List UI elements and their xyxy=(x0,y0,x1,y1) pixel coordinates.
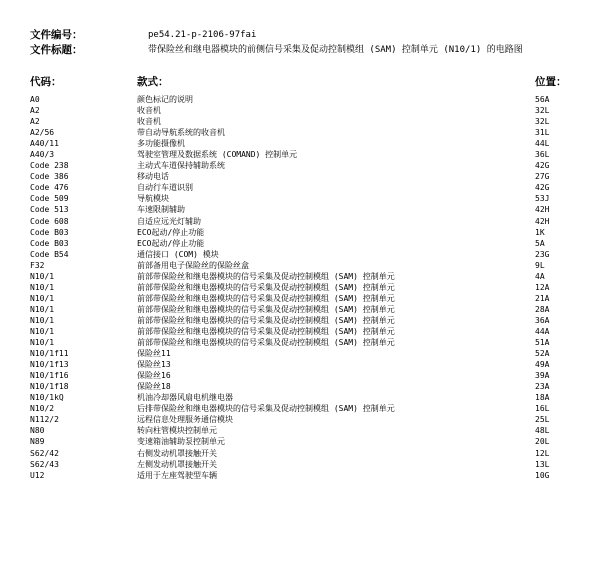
table-row xyxy=(30,204,590,215)
row-code: Code 238 xyxy=(30,161,69,171)
row-pos: 42G xyxy=(535,183,550,193)
table-row xyxy=(30,160,590,171)
table-row xyxy=(30,470,590,481)
table-row xyxy=(30,182,590,193)
table-row xyxy=(30,304,590,315)
row-code: A2/56 xyxy=(30,128,55,138)
row-desc: 远程信息处理服务通信模块 xyxy=(137,415,233,425)
row-desc: 前部带保险丝和继电器模块的信号采集及促动控制模组 (SAM) 控制单元 xyxy=(137,271,395,281)
row-pos: 20L xyxy=(535,437,550,447)
row-code: N89 xyxy=(30,437,45,447)
row-code: U12 xyxy=(30,470,45,480)
table-row xyxy=(30,260,590,271)
row-code: Code 386 xyxy=(30,172,69,182)
row-code: N10/1 xyxy=(30,293,55,303)
row-desc: 主动式车道保持辅助系统 xyxy=(137,161,225,171)
row-code: N10/1f11 xyxy=(30,349,69,359)
table-row xyxy=(30,138,590,149)
table-row xyxy=(30,370,590,381)
row-pos: 16L xyxy=(535,404,550,414)
row-code: Code 509 xyxy=(30,194,69,204)
row-code: N10/1 xyxy=(30,326,55,336)
doc-number-value: pe54.21-p-2106-97fai xyxy=(148,30,257,40)
row-pos: 23G xyxy=(535,249,550,259)
row-code: N10/1f18 xyxy=(30,382,69,392)
table-row xyxy=(30,459,590,470)
row-code: A0 xyxy=(30,95,40,104)
row-desc: 右侧发动机罩接触开关 xyxy=(137,448,217,458)
row-desc: 通信接口 (COM) 模块 xyxy=(137,249,219,259)
table-row xyxy=(30,127,590,138)
row-pos: 32L xyxy=(535,117,550,127)
row-code: N112/2 xyxy=(30,415,59,425)
row-desc: 前部带保险丝和继电器模块的信号采集及促动控制模组 (SAM) 控制单元 xyxy=(137,293,395,303)
table-row xyxy=(30,392,590,403)
table-row xyxy=(30,448,590,459)
row-pos: 10G xyxy=(535,470,550,480)
row-desc: 前部带保险丝和继电器模块的信号采集及促动控制模组 (SAM) 控制单元 xyxy=(137,304,395,314)
row-pos: 39A xyxy=(535,371,550,381)
row-desc: ECO起动/停止功能 xyxy=(137,238,205,248)
row-desc: ECO起动/停止功能 xyxy=(137,227,205,237)
doc-number-row xyxy=(30,28,590,43)
row-code: N10/1 xyxy=(30,315,55,325)
row-code: N10/1 xyxy=(30,271,55,281)
row-pos: 42H xyxy=(535,205,550,215)
table-row xyxy=(30,425,590,436)
table-row xyxy=(30,171,590,182)
row-code: A2 xyxy=(30,106,40,116)
table-row xyxy=(30,359,590,370)
table-row xyxy=(30,403,590,414)
component-list xyxy=(30,94,590,481)
row-code: Code 513 xyxy=(30,205,69,215)
row-desc: 收音机 xyxy=(137,117,161,127)
table-row xyxy=(30,436,590,447)
row-code: Code B54 xyxy=(30,249,69,259)
row-code: A2 xyxy=(30,117,40,127)
table-row xyxy=(30,282,590,293)
table-row xyxy=(30,315,590,326)
row-desc: 保险丝18 xyxy=(137,382,171,392)
row-desc: 驾驶室管理及数据系统 (COMAND) 控制单元 xyxy=(137,150,298,160)
table-row xyxy=(30,193,590,204)
row-desc: 保险丝11 xyxy=(137,349,171,359)
row-code: N10/1f16 xyxy=(30,371,69,381)
row-code: N10/1kQ xyxy=(30,393,64,403)
row-desc: 前部带保险丝和继电器模块的信号采集及促动控制模组 (SAM) 控制单元 xyxy=(137,326,395,336)
row-desc: 机油冷却器风扇电机继电器 xyxy=(137,393,233,403)
document xyxy=(30,28,590,481)
row-pos: 9L xyxy=(535,260,545,270)
row-code: N10/1f13 xyxy=(30,360,69,370)
row-code: N10/2 xyxy=(30,404,55,414)
row-code: Code 608 xyxy=(30,216,69,226)
table-row xyxy=(30,326,590,337)
row-code: Code B03 xyxy=(30,238,69,248)
row-desc: 变速箱油辅助泵控制单元 xyxy=(137,437,225,447)
row-desc: 自动行车道识别 xyxy=(137,183,193,193)
table-row xyxy=(30,105,590,116)
doc-number-label: 文件编号： xyxy=(30,29,83,41)
doc-title-value: 带保险丝和继电器模块的前侧信号采集及促动控制模组 (SAM) 控制单元 (N10/1) 的电路图 xyxy=(148,45,523,55)
table-header xyxy=(30,75,590,89)
doc-title-label: 文件标题： xyxy=(30,44,83,56)
row-desc: 适用于左座驾驶型车辆 xyxy=(137,470,217,480)
row-desc: 后排带保险丝和继电器模块的信号采集及促动控制模组 (SAM) 控制单元 xyxy=(137,404,395,414)
row-code: N10/1 xyxy=(30,282,55,292)
row-pos: 27G xyxy=(535,172,550,182)
row-desc: 导航模块 xyxy=(137,194,169,204)
row-pos: 13L xyxy=(535,459,550,469)
row-desc: 前部带保险丝和继电器模块的信号采集及促动控制模组 (SAM) 控制单元 xyxy=(137,282,395,292)
row-desc: 移动电话 xyxy=(137,172,169,182)
row-desc: 转向柱管模块控制单元 xyxy=(137,426,217,436)
table-row xyxy=(30,271,590,282)
row-pos: 25L xyxy=(535,415,550,425)
row-code: A40/11 xyxy=(30,139,59,149)
row-pos: 36A xyxy=(535,315,550,325)
header-pos: 位置： xyxy=(535,76,567,88)
row-desc: 车速限制辅助 xyxy=(137,205,185,215)
row-pos: 18A xyxy=(535,393,550,403)
table-row xyxy=(30,227,590,238)
table-row xyxy=(30,414,590,425)
row-desc: 前部带保险丝和继电器模块的信号采集及促动控制模组 (SAM) 控制单元 xyxy=(137,315,395,325)
header-desc: 款式： xyxy=(137,76,169,88)
row-pos: 44L xyxy=(535,139,550,149)
row-code: F32 xyxy=(30,260,45,270)
row-desc: 带自动导航系统的收音机 xyxy=(137,128,225,138)
row-pos: 51A xyxy=(535,338,550,348)
row-desc: 前部带保险丝和继电器模块的信号采集及促动控制模组 (SAM) 控制单元 xyxy=(137,338,395,348)
table-row xyxy=(30,216,590,227)
row-code: S62/42 xyxy=(30,448,59,458)
table-row xyxy=(30,337,590,348)
row-desc: 保险丝13 xyxy=(137,360,171,370)
row-pos: 44A xyxy=(535,326,550,336)
table-row xyxy=(30,116,590,127)
row-pos: 53J xyxy=(535,194,550,204)
table-row xyxy=(30,381,590,392)
row-desc: 自适应远光灯辅助 xyxy=(137,216,201,226)
row-pos: 56A xyxy=(535,95,550,104)
row-pos: 23A xyxy=(535,382,550,392)
row-pos: 28A xyxy=(535,304,550,314)
table-row xyxy=(30,348,590,359)
row-pos: 52A xyxy=(535,349,550,359)
row-desc: 颜色标记的说明 xyxy=(137,95,193,104)
row-code: Code 476 xyxy=(30,183,69,193)
row-pos: 32L xyxy=(535,106,550,116)
row-pos: 31L xyxy=(535,128,550,138)
row-pos: 5A xyxy=(535,238,545,248)
row-pos: 48L xyxy=(535,426,550,436)
row-pos: 1K xyxy=(535,227,545,237)
row-desc: 多功能摄像机 xyxy=(137,139,185,149)
row-code: A40/3 xyxy=(30,150,55,160)
table-row xyxy=(30,94,590,105)
row-code: S62/43 xyxy=(30,459,59,469)
row-pos: 21A xyxy=(535,293,550,303)
row-pos: 42H xyxy=(535,216,550,226)
row-desc: 保险丝16 xyxy=(137,371,171,381)
row-code: N10/1 xyxy=(30,338,55,348)
table-row xyxy=(30,149,590,160)
row-code: Code B03 xyxy=(30,227,69,237)
doc-title-row xyxy=(30,43,590,58)
row-pos: 12L xyxy=(535,448,550,458)
table-row xyxy=(30,238,590,249)
header-code: 代码： xyxy=(30,76,62,88)
table-row xyxy=(30,293,590,304)
row-desc: 前部备用电子保险丝的保险丝盒 xyxy=(137,260,249,270)
table-row xyxy=(30,249,590,260)
row-pos: 4A xyxy=(535,271,545,281)
row-desc: 左侧发动机罩接触开关 xyxy=(137,459,217,469)
row-code: N80 xyxy=(30,426,45,436)
row-code: N10/1 xyxy=(30,304,55,314)
row-pos: 49A xyxy=(535,360,550,370)
row-pos: 36L xyxy=(535,150,550,160)
row-desc: 收音机 xyxy=(137,106,161,116)
row-pos: 42G xyxy=(535,161,550,171)
row-pos: 12A xyxy=(535,282,550,292)
